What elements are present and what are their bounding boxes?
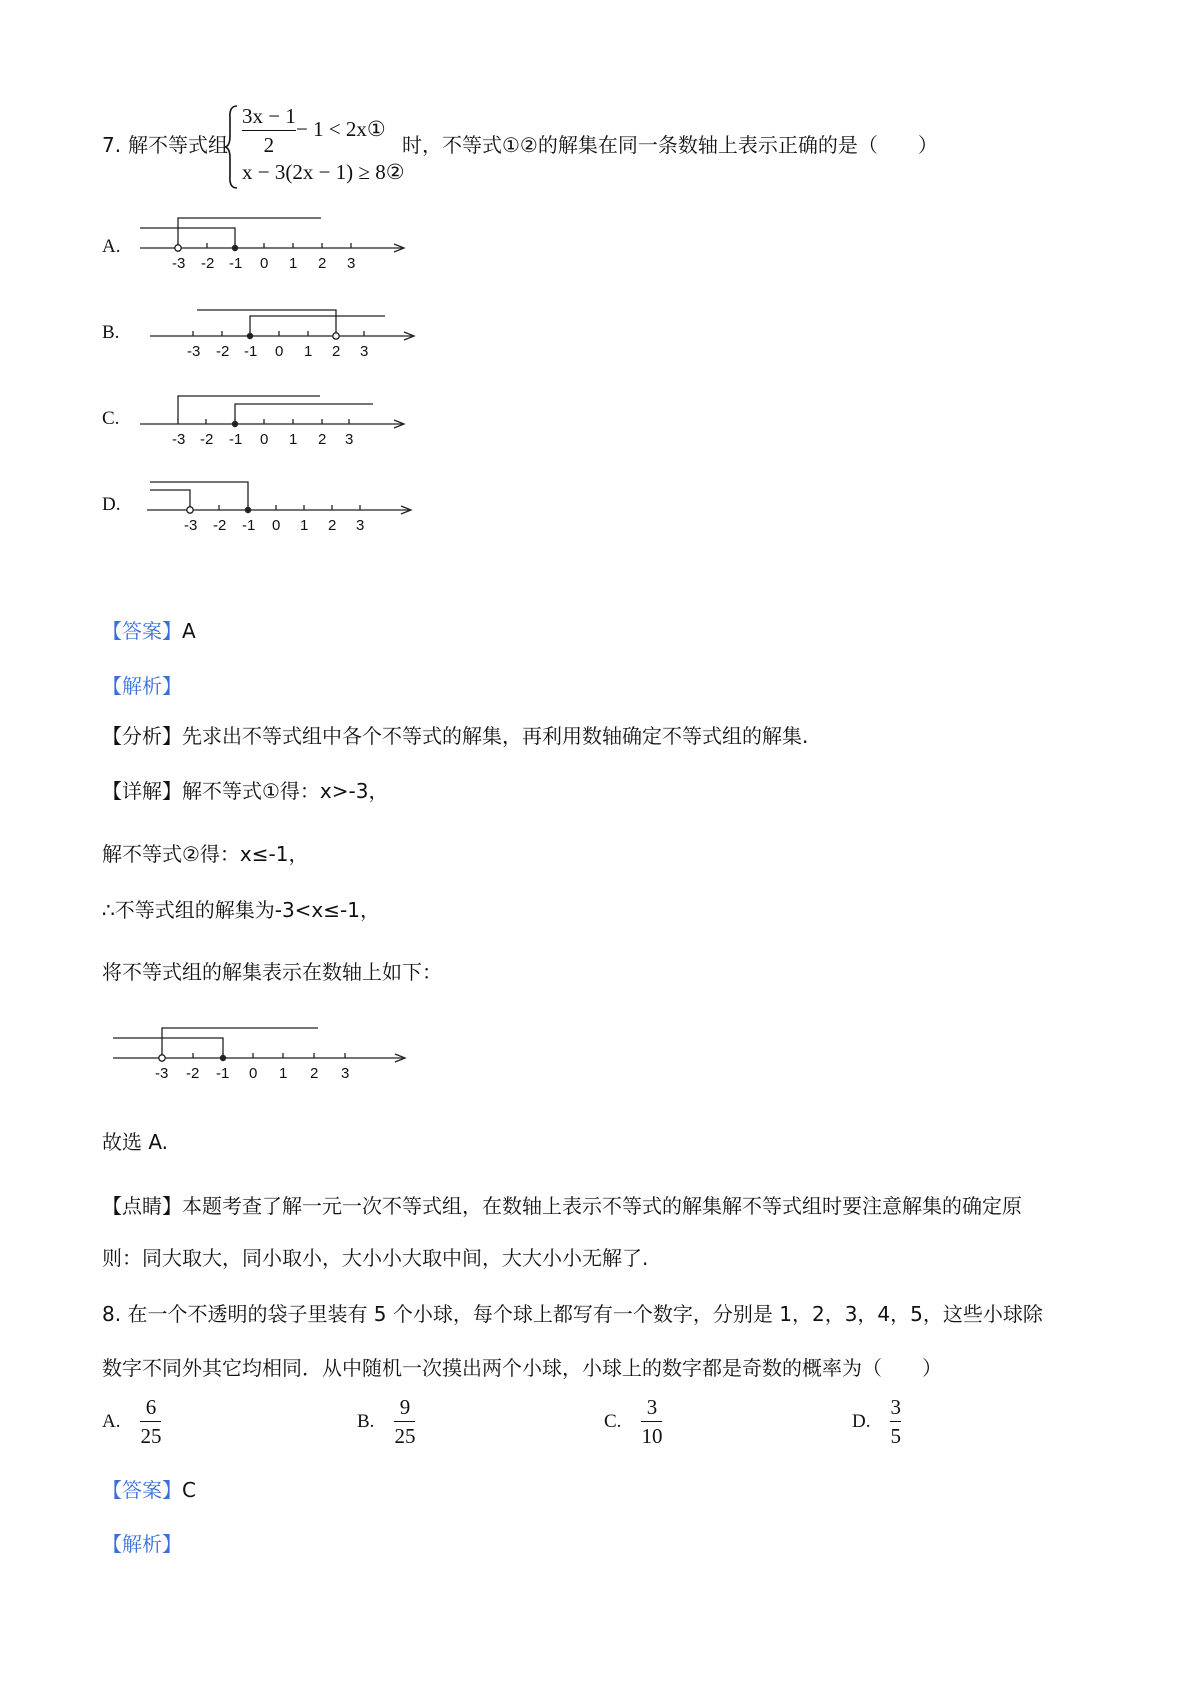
tick-label: 2 — [318, 255, 327, 272]
inequality-1-fraction — [242, 103, 296, 158]
q7-analysis-tag: 【解析】 — [102, 674, 182, 698]
step-1: 解不等式①得：x>-3， — [182, 779, 389, 803]
step-4: 将不等式组的解集表示在数轴上如下： — [102, 960, 442, 984]
numerator: 6 — [145, 1395, 157, 1419]
tick-label: -3 — [172, 431, 186, 448]
q7-stem-suffix: 时，不等式①②的解集在同一条数轴上表示正确的是（ ） — [402, 133, 938, 157]
closed-point — [232, 245, 238, 251]
q8-stem-line-1-text: 在一个不透明的袋子里装有 5 个小球，每个球上都写有一个数字，分别是 1，2，3，4，5，这些小球除 — [127, 1302, 1043, 1326]
tick-label: -2 — [186, 1065, 200, 1082]
tick-label: 2 — [328, 517, 337, 534]
tick-label: 2 — [310, 1065, 319, 1082]
answer-value: C — [182, 1478, 196, 1502]
denominator: 10 — [641, 1424, 663, 1448]
q7-option-c-label: C. — [102, 408, 120, 429]
q8-option-a-label: A. — [102, 1410, 121, 1432]
tick-label: 1 — [300, 517, 309, 534]
q8-answer — [102, 1476, 196, 1504]
q8-option-c — [604, 1394, 662, 1449]
tick-label: 1 — [289, 255, 298, 272]
dianjing-text: 本题考查了解一元一次不等式组，在数轴上表示不等式的解集解不等式组时要注意解集的确定原 — [182, 1194, 1022, 1218]
q7-number: 7. — [102, 133, 122, 157]
closed-point — [232, 421, 238, 427]
tick-label: -1 — [229, 255, 243, 272]
fenxi-text: 先求出不等式组中各个不等式的解集，再利用数轴确定不等式组的解集. — [182, 724, 809, 748]
q8-option-a — [102, 1394, 161, 1449]
q8-option-c-label: C. — [604, 1410, 622, 1432]
tick-label: -3 — [172, 255, 186, 272]
xiangjie-tag: 【详解】 — [102, 779, 182, 803]
q8-option-c-fraction — [641, 1394, 662, 1449]
tick-label: -2 — [216, 343, 230, 360]
open-point — [175, 245, 181, 251]
tick-label: 3 — [345, 431, 354, 448]
tick-label: 1 — [289, 431, 298, 448]
tick-label: 3 — [360, 343, 369, 360]
system-brace — [224, 104, 240, 190]
closed-point — [220, 1055, 226, 1061]
answer-tag: 【答案】 — [102, 1478, 182, 1502]
solution-number-line — [108, 1020, 408, 1085]
tick-label: 0 — [249, 1065, 258, 1082]
q7-option-d-number-line — [142, 470, 422, 535]
tick-label: -3 — [187, 343, 201, 360]
tick-label: 3 — [341, 1065, 350, 1082]
numerator: 9 — [399, 1395, 411, 1419]
tick-label: -2 — [213, 517, 227, 534]
tick-label: 0 — [260, 255, 269, 272]
tick-label: 0 — [275, 343, 284, 360]
closed-point — [247, 333, 253, 339]
open-point — [187, 507, 193, 513]
q8-number: 8. — [102, 1302, 122, 1326]
tick-label: 2 — [332, 343, 341, 360]
step-3: ∴不等式组的解集为-3<x≤-1， — [102, 898, 380, 922]
answer-value: A — [182, 619, 196, 643]
q8-analysis-tag: 【解析】 — [102, 1532, 182, 1556]
q7-option-c-number-line — [135, 384, 415, 449]
q7-option-b-label: B. — [102, 322, 120, 343]
q8-stem-line-1 — [102, 1300, 1043, 1328]
tick-label: -3 — [184, 517, 198, 534]
q8-option-b-label: B. — [357, 1410, 375, 1432]
denominator: 25 — [394, 1424, 416, 1448]
q7-xiangjie — [102, 777, 388, 805]
tick-label: 3 — [347, 255, 356, 272]
q7-option-a-number-line — [135, 210, 415, 275]
inequality-2: x − 3(2x − 1) ≥ 8② — [242, 160, 405, 184]
tick-label: -2 — [201, 255, 215, 272]
tick-label: -1 — [244, 343, 258, 360]
q8-option-b-fraction — [394, 1394, 415, 1449]
q8-stem-line-2: 数字不同外其它均相同．从中随机一次摸出两个小球，小球上的数字都是奇数的概率为（ ） — [102, 1356, 942, 1380]
denominator: 5 — [890, 1424, 901, 1448]
dianjing-line-1 — [102, 1192, 1022, 1220]
q7-answer — [102, 617, 196, 645]
inequality-1 — [242, 103, 296, 158]
dianjing-tag: 【点睛】 — [102, 1194, 182, 1218]
tick-label: 1 — [279, 1065, 288, 1082]
tick-label: 3 — [356, 517, 365, 534]
numerator: 3 — [890, 1395, 901, 1419]
open-point — [333, 333, 339, 339]
inequality-1-denominator: 2 — [263, 133, 275, 157]
q7-option-a-label: A. — [102, 236, 121, 257]
tick-label: -2 — [200, 431, 214, 448]
q8-option-d — [852, 1394, 901, 1449]
q8-option-a-fraction — [140, 1394, 161, 1449]
q8-option-d-fraction — [890, 1394, 901, 1449]
tick-label: -1 — [229, 431, 243, 448]
denominator: 25 — [140, 1424, 162, 1448]
tick-label: -3 — [155, 1065, 169, 1082]
tick-label: -1 — [242, 517, 256, 534]
inequality-1-numerator: 3x − 1 — [242, 104, 296, 128]
tick-label: -1 — [216, 1065, 230, 1082]
q8-option-d-label: D. — [852, 1410, 871, 1432]
inequality-1-rest: − 1 < 2x① — [296, 117, 386, 141]
q7-option-b-number-line — [145, 296, 425, 361]
tick-label: 1 — [304, 343, 313, 360]
step-2: 解不等式②得：x≤-1， — [102, 842, 309, 866]
open-point — [159, 1055, 165, 1061]
answer-tag: 【答案】 — [102, 619, 182, 643]
closed-point — [245, 507, 251, 513]
tick-label: 0 — [272, 517, 281, 534]
conclusion: 故选 A. — [102, 1130, 169, 1154]
dianjing-line-2: 则：同大取大，同小取小，大小小大取中间，大大小小无解了. — [102, 1246, 649, 1270]
tick-label: 2 — [318, 431, 327, 448]
fenxi-tag: 【分析】 — [102, 724, 182, 748]
numerator: 3 — [646, 1395, 658, 1419]
q7-stem-prefix: 解不等式组 — [128, 133, 228, 157]
q7-option-d-label: D. — [102, 494, 121, 515]
tick-label: 0 — [260, 431, 269, 448]
q7-fenxi — [102, 722, 808, 750]
q8-option-b — [357, 1394, 415, 1449]
